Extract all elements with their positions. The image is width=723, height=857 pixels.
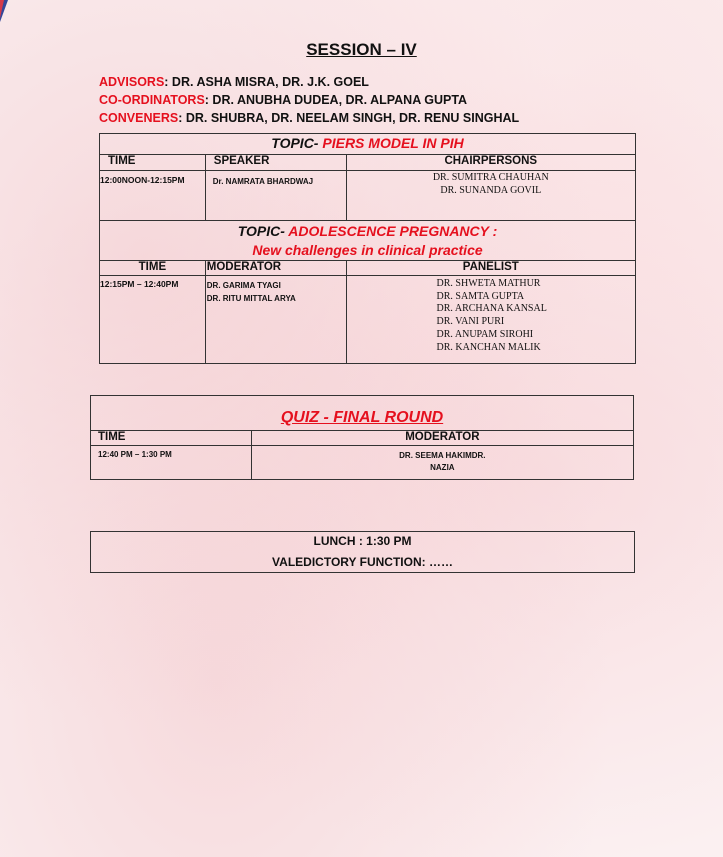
conveners-label: CONVENERS	[99, 111, 179, 125]
topic1-time-header: TIME	[100, 155, 206, 171]
advisors-label: ADVISORS	[99, 75, 165, 89]
quiz-time-header: TIME	[91, 431, 252, 446]
topic1-prefix: TOPIC-	[271, 135, 319, 151]
corner-decoration-accent	[0, 0, 4, 18]
panelist: DR. ARCHANA KANSAL	[436, 303, 547, 315]
topic1-chair-header: CHAIRPERSONS	[346, 155, 635, 171]
lunch-text: LUNCH : 1:30 PM	[313, 534, 412, 548]
valedictory-text: VALEDICTORY FUNCTION: ……	[272, 555, 453, 569]
topic2-prefix: TOPIC-	[237, 223, 285, 239]
topic2-time: 12:15PM – 12:40PM	[100, 276, 206, 364]
moderator: DR. GARIMA TYAGI	[206, 281, 281, 290]
topic1-speaker-header: SPEAKER	[205, 155, 346, 171]
coordinators-line	[99, 93, 467, 107]
closing-box	[90, 531, 635, 573]
topic1-chairpersons	[346, 171, 635, 221]
conveners-text: : DR. SHUBRA, DR. NEELAM SINGH, DR. RENU SINGHAL	[178, 111, 520, 125]
topic1-speaker: Dr. NAMRATA BHARDWAJ	[205, 171, 346, 221]
topic2-subtitle: New challenges in clinical practice	[252, 242, 483, 258]
chairperson: DR. SUMITRA CHAUHAN	[432, 172, 549, 183]
panelist: DR. VANI PURI	[436, 316, 505, 328]
topic1-time: 12:00NOON-12:15PM	[100, 171, 206, 221]
chairperson: DR. SUNANDA GOVIL	[440, 184, 542, 196]
coordinators-text: : DR. ANUBHA DUDEA, DR. ALPANA GUPTA	[204, 93, 468, 107]
topic2-panelists	[346, 276, 635, 364]
panelist: DR. ANUPAM SIROHI	[436, 328, 534, 340]
quiz-moderator-line: DR. SEEMA HAKIMDR.	[399, 451, 486, 460]
session-title: SESSION – IV	[306, 40, 417, 59]
advisors-line	[99, 75, 369, 89]
quiz-moderator-line: NAZIA	[430, 463, 455, 472]
conveners-line	[99, 111, 519, 125]
quiz-table	[90, 395, 634, 480]
topic1-title	[100, 134, 636, 155]
topic1-name: PIERS MODEL IN PIH	[318, 135, 464, 151]
moderator: DR. RITU MITTAL ARYA	[206, 294, 296, 303]
coordinators-label: CO-ORDINATORS	[99, 93, 205, 107]
topic2-name: ADOLESCENCE PREGNANCY :	[284, 223, 498, 239]
quiz-title: QUIZ - FINAL ROUND	[91, 396, 634, 431]
quiz-moderator	[251, 446, 633, 480]
quiz-moderator-header: MODERATOR	[251, 431, 633, 446]
topic2-time-header: TIME	[100, 261, 206, 276]
quiz-time: 12:40 PM – 1:30 PM	[91, 446, 252, 480]
topic2-moderator-header: MODERATOR	[205, 261, 346, 276]
session-table	[99, 133, 636, 364]
advisors-text: : DR. ASHA MISRA, DR. J.K. GOEL	[164, 75, 369, 89]
panelist: DR. SHWETA MATHUR	[436, 278, 541, 289]
topic2-title	[100, 221, 636, 261]
panelist: DR. SAMTA GUPTA	[436, 290, 525, 302]
topic2-panelist-header: PANELIST	[346, 261, 635, 276]
topic2-moderators	[205, 276, 346, 364]
panelist: DR. KANCHAN MALIK	[436, 341, 541, 353]
